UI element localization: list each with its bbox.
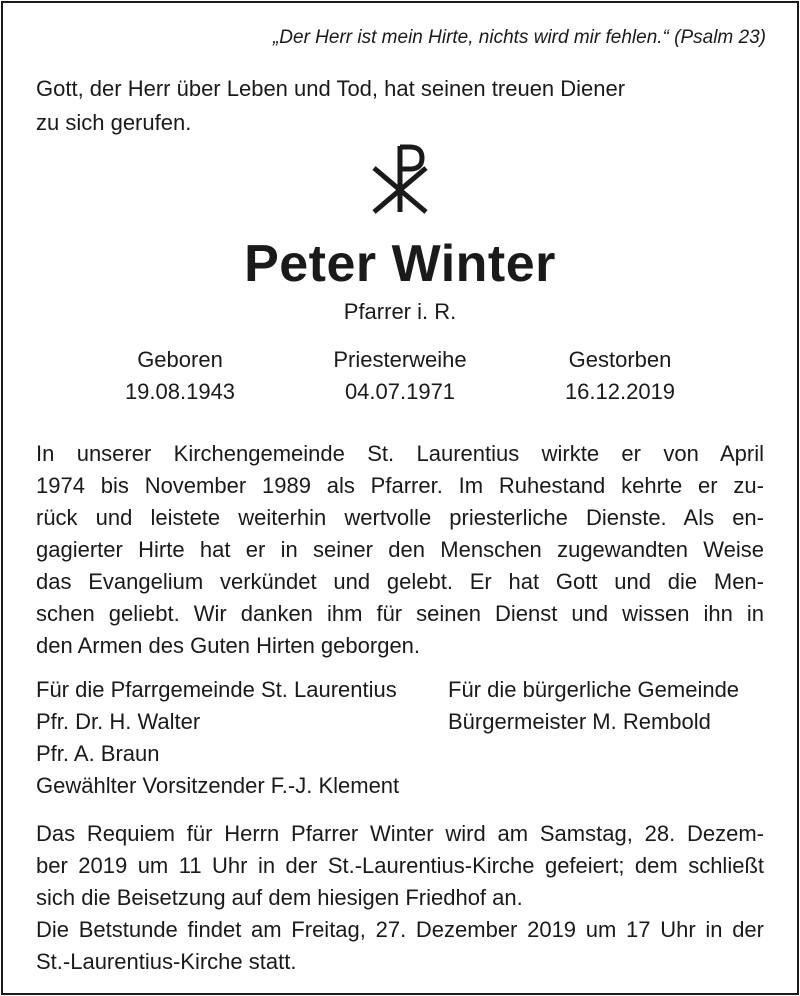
psalm-quote: „Der Herr ist mein Hirte, nichts wird mir fehlen.“ (Psalm 23): [272, 27, 766, 48]
bio-line: In unserer Kirchengemeinde St. Laurentius wirkte er von April: [36, 441, 764, 466]
bio-line: den Armen des Guten Hirten geborgen.: [36, 633, 421, 658]
deceased-title: Pfarrer i. R.: [343, 299, 457, 324]
bio-line: das Evangelium verkündet und gelebt. Er hat Gott und die Men-: [36, 569, 764, 594]
intro-line: zu sich gerufen.: [36, 110, 192, 135]
date-label: Geboren: [137, 347, 223, 372]
requiem-line: sich die Beisetzung auf dem hiesigen Friedhof an.: [36, 885, 523, 910]
biography-paragraph: [36, 438, 764, 662]
ordination-date-column: [290, 344, 510, 408]
chi-rho-icon: [366, 142, 434, 214]
intro-text: [36, 72, 736, 140]
date-value: 19.08.1943: [124, 379, 236, 404]
death-date-column: [510, 344, 730, 408]
date-label: Gestorben: [568, 347, 672, 372]
betstunde-line: Die Betstunde findet am Freitag, 27. Dezember 2019 um 17 Uhr in der: [36, 917, 764, 942]
birth-date-column: [70, 344, 290, 408]
parish-signatures: [36, 674, 436, 802]
signature-line: Für die bürgerliche Gemeinde: [448, 677, 740, 702]
bio-line: gagierter Hirte hat er in seiner den Menschen zugewandten Weise: [36, 537, 764, 562]
betstunde-line: St.-Laurentius-Kirche statt.: [36, 949, 297, 974]
date-value: 16.12.2019: [564, 379, 676, 404]
bio-line: schen geliebt. Wir danken ihm für seinen Dienst und wissen ihn in: [36, 601, 764, 626]
signature-line: Pfr. Dr. H. Walter: [36, 709, 201, 734]
requiem-line: Das Requiem für Herrn Pfarrer Winter wird am Samstag, 28. Dezem-: [36, 821, 764, 846]
municipality-signatures: [448, 674, 778, 738]
bio-line: 1974 bis November 1989 als Pfarrer. Im Ruhestand kehrte er zu-: [36, 473, 764, 498]
bio-line: rück und leistete weiterhin wertvolle priesterliche Dienste. Als en-: [36, 505, 764, 530]
signature-line: Bürgermeister M. Rembold: [448, 709, 711, 734]
date-value: 04.07.1971: [344, 379, 456, 404]
requiem-announcement: [36, 818, 764, 978]
deceased-name: Peter Winter: [244, 235, 556, 293]
signature-line: Für die Pfarrgemeinde St. Laurentius: [36, 677, 397, 702]
signature-line: Gewählter Vorsitzender F.-J. Klement: [36, 773, 400, 798]
intro-line: Gott, der Herr über Leben und Tod, hat seinen treuen Diener: [36, 76, 626, 101]
date-label: Priesterweihe: [333, 347, 467, 372]
requiem-line: ber 2019 um 11 Uhr in der St.-Laurentius-Kirche gefeiert; dem schließt: [36, 853, 764, 878]
signature-line: Pfr. A. Braun: [36, 741, 160, 766]
